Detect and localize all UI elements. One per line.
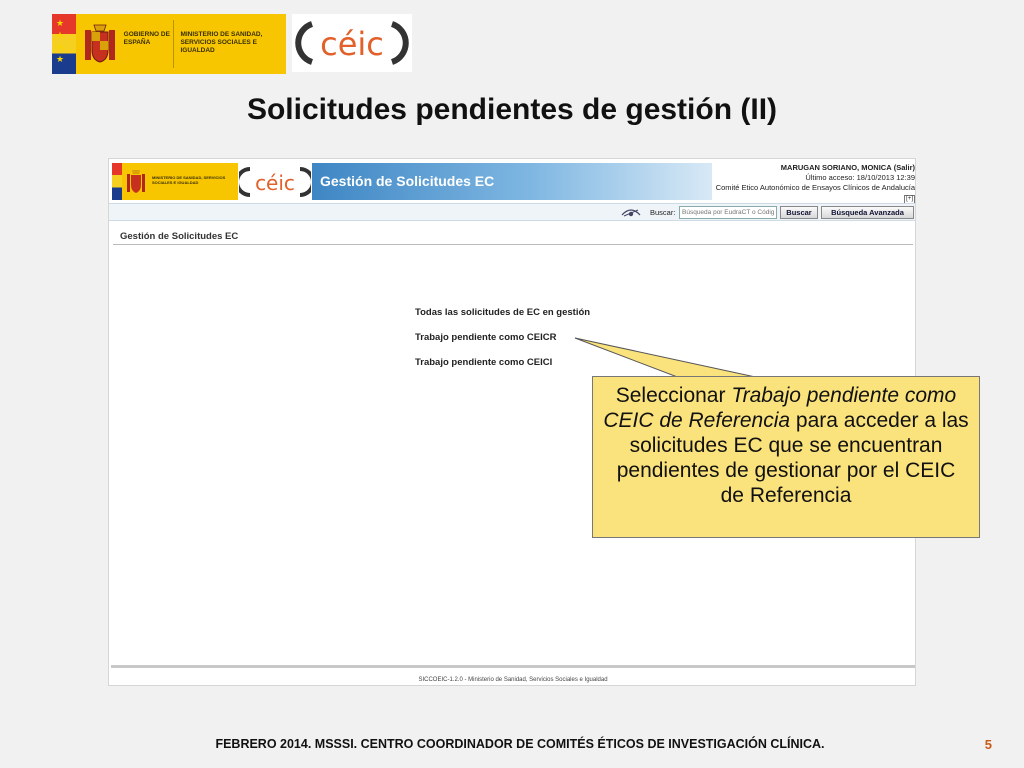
callout-text-1: Seleccionar xyxy=(615,384,732,407)
callout-box xyxy=(592,376,980,538)
search-eye-icon xyxy=(620,206,642,224)
eu-flag-icon: ★ ★ ★ ★ xyxy=(52,14,76,74)
search-button[interactable]: Buscar xyxy=(780,206,818,219)
callout-text-emphasis: Trabajo pendiente como CEIC de Referencia xyxy=(603,384,957,432)
committee-name: Comité Etico Autonómico de Ensayos Clínicos de Andalucía xyxy=(715,183,915,192)
coat-of-arms-icon xyxy=(76,14,124,74)
search-input[interactable] xyxy=(679,206,777,219)
mini-flag-icon xyxy=(112,163,122,200)
expand-button[interactable]: [+] xyxy=(906,196,913,202)
slide-footer: FEBRERO 2014. MSSSI. CENTRO COORDINADOR DE COMITÉS ÉTICOS DE INVESTIGACIÓN CLÍNICA. xyxy=(215,737,825,751)
menu-item-pending-ceicr[interactable]: Trabajo pendiente como CEICR xyxy=(415,332,557,343)
ceic-logo xyxy=(292,14,412,72)
search-label: Buscar: xyxy=(650,208,676,217)
section-divider xyxy=(113,244,913,245)
callout-text-2: para acceder a las solicitudes EC que se encuentran pendientes de gestionar por el CEIC de Referencia xyxy=(616,409,969,507)
app-banner xyxy=(312,163,712,200)
ceic-logo-text: céic xyxy=(320,25,384,63)
app-banner-title: Gestión de Solicitudes EC xyxy=(320,173,495,189)
ministry-label: MINISTERIO DE SANIDAD, SERVICIOS SOCIALES E IGUALDAD xyxy=(180,31,263,54)
gov-label: GOBIERNO DE ESPAÑA xyxy=(123,31,170,46)
app-header xyxy=(109,159,916,203)
user-name: MARUGAN SORIANO, MONICA xyxy=(780,163,892,172)
mini-gobierno-logo xyxy=(112,163,240,200)
last-access: Último acceso: 18/10/2013 12:39 xyxy=(805,173,915,182)
slide-title: Solicitudes pendientes de gestión (II) xyxy=(246,93,778,126)
mini-coat-of-arms-icon xyxy=(122,163,150,200)
search-bar xyxy=(109,203,916,221)
pending-work-menu xyxy=(415,307,590,382)
mini-ceic-logo xyxy=(238,163,312,200)
app-footer-divider xyxy=(111,665,915,668)
section-title: Gestión de Solicitudes EC xyxy=(120,231,239,242)
advanced-search-button[interactable]: Búsqueda Avanzada xyxy=(821,206,914,219)
mini-ministry-label: MINISTERIO DE SANIDAD, SERVICIOS SOCIALES E IGUALDAD xyxy=(152,175,226,185)
mini-ceic-logo-text: céic xyxy=(255,170,295,195)
user-info xyxy=(695,163,915,204)
app-footer: SICCOEIC-1.2.0 - Ministerio de Sanidad, Servicios Sociales e Igualdad xyxy=(418,677,608,683)
menu-item-pending-ceici[interactable]: Trabajo pendiente como CEICI xyxy=(415,357,553,368)
page-number: 5 xyxy=(984,737,992,752)
menu-item-all-requests[interactable]: Todas las solicitudes de EC en gestión xyxy=(415,307,591,318)
gobierno-logo xyxy=(52,14,286,74)
logout-link[interactable]: (Salir) xyxy=(893,163,915,172)
